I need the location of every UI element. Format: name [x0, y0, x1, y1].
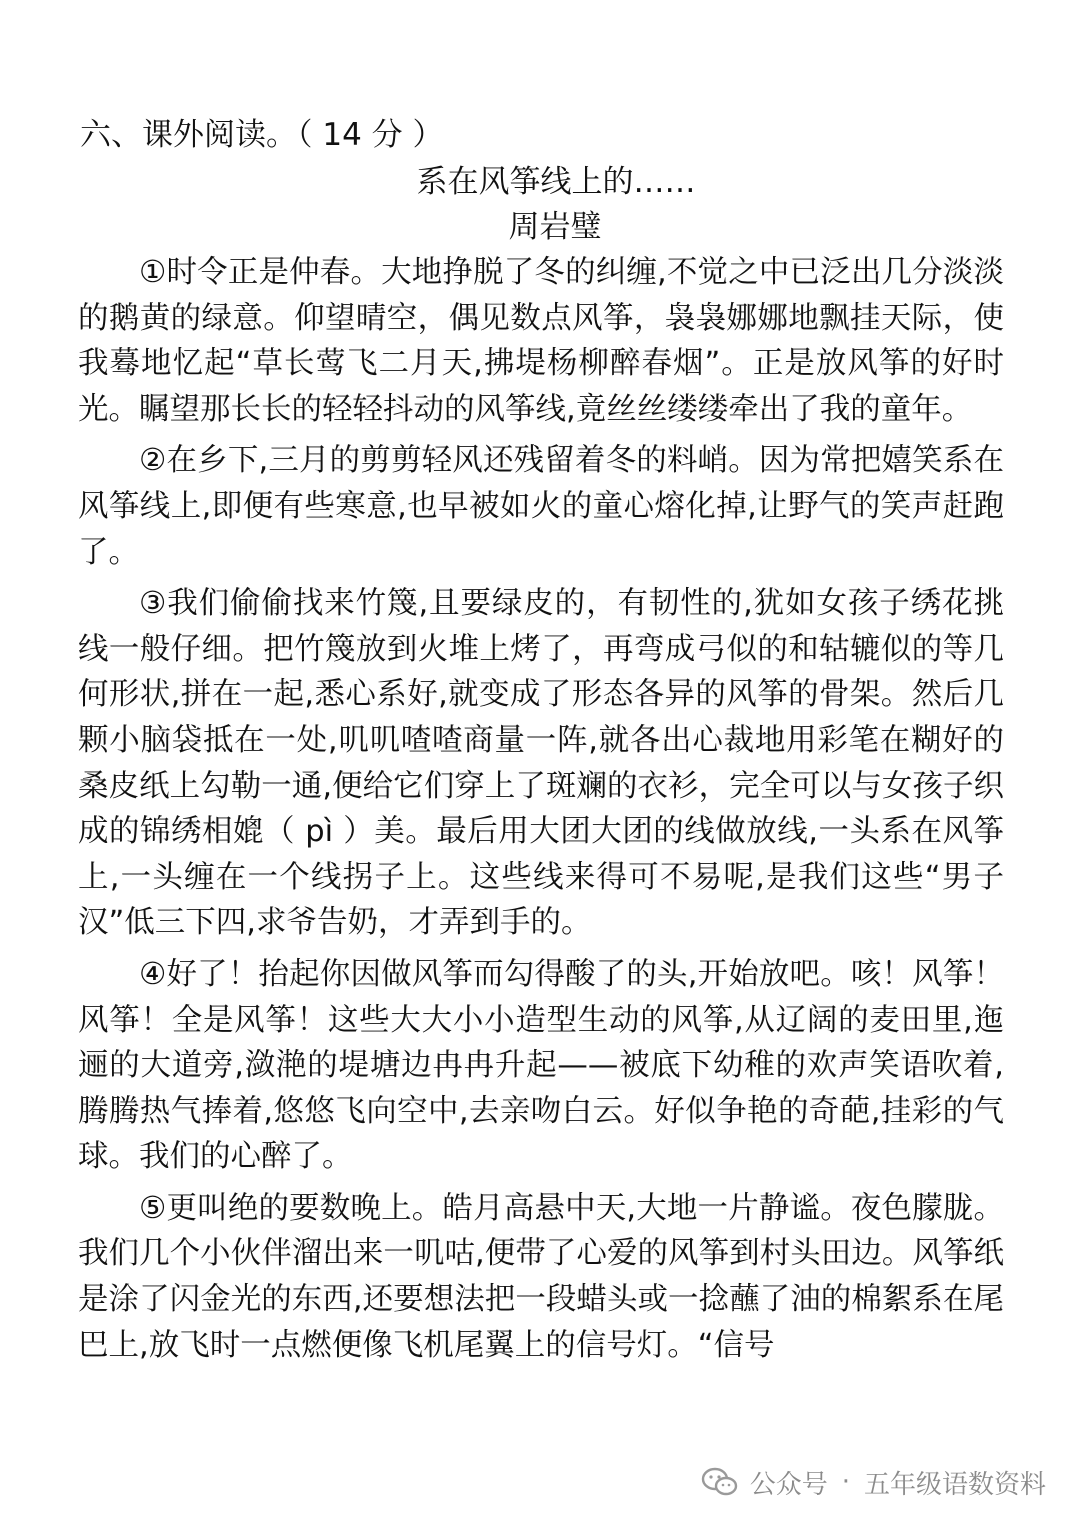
paragraph-1: ①时令正是仲春。大地挣脱了冬的纠缠,不觉之中已泛出几分淡淡的鹅黄的绿意。仰望晴空，偶见数点风筝，袅袅娜娜地飘挂天际，使我蓦地忆起“草长莺飞二月天,拂堤杨柳醉春烟”。正是放风筝的好时光。瞩望那长长的轻轻抖动的风筝线,竟丝丝缕缕牵出了我的童年。	[78, 255, 1004, 427]
article-author: 周岩璧	[508, 209, 602, 245]
wechat-icon	[700, 1467, 740, 1497]
watermark	[700, 1462, 1046, 1502]
watermark-label: 公众号	[749, 1469, 828, 1500]
section-heading: 六、课外阅读。（ 14 分 ）	[80, 117, 444, 153]
watermark-account: 五年级语数资料	[863, 1469, 1046, 1500]
paragraph-4: ④好了！抬起你因做风筝而勾得酸了的头,开始放吧。咳！风筝！风筝！全是风筝！这些大大小小造型生动的风筝,从辽阔的麦田里,迤逦的大道旁,潋滟的堤塘边冉冉升起——被底下幼稚的欢声笑语吹着,腾腾热气捧着,悠悠飞向空中,去亲吻白云。好似争艳的奇葩,挂彩的气球。我们的心醉了。	[78, 956, 1004, 1175]
watermark-separator: ·	[841, 1467, 850, 1497]
article-title: 系在风筝线上的……	[416, 164, 696, 200]
paragraph-5: ⑤更叫绝的要数晚上。皓月高悬中天,大地一片静谧。夜色朦胧。我们几个小伙伴溜出来一叽咕,便带了心爱的风筝到村头田边。风筝纸是涂了闪金光的东西,还要想法把一段蜡头或一捻蘸了油的棉絮系在尾巴上,放飞时一点燃便像飞机尾翼上的信号灯。“信号	[78, 1190, 1004, 1363]
paragraph-2: ②在乡下,三月的剪剪轻风还残留着冬的料峭。因为常把嬉笑系在风筝线上,即便有些寒意,也早被如火的童心熔化掉,让野气的笑声赶跑了。	[78, 443, 1004, 570]
paragraph-3: ③我们偷偷找来竹篾,且要绿皮的，有韧性的,犹如女孩子绣花挑线一般仔细。把竹篾放到火堆上烤了，再弯成弓似的和轱辘似的等几何形状,拼在一起,悉心系好,就变成了形态各异的风筝的骨架。然后几颗小脑袋抵在一处,叽叽喳喳商量一阵,就各出心裁地用彩笔在糊好的桑皮纸上勾勒一通,便给它们穿上了斑斓的衣衫，完全可以与女孩子织成的锦绣相媲（ pì ）美。最后用大团大团的线做放线,一头系在风筝上,一头缠在一个线拐子上。这些线来得可不易呢,是我们这些“男子汉”低三下四,求爷告奶，才弄到手的。	[78, 586, 1004, 941]
article-body	[78, 250, 1004, 1374]
